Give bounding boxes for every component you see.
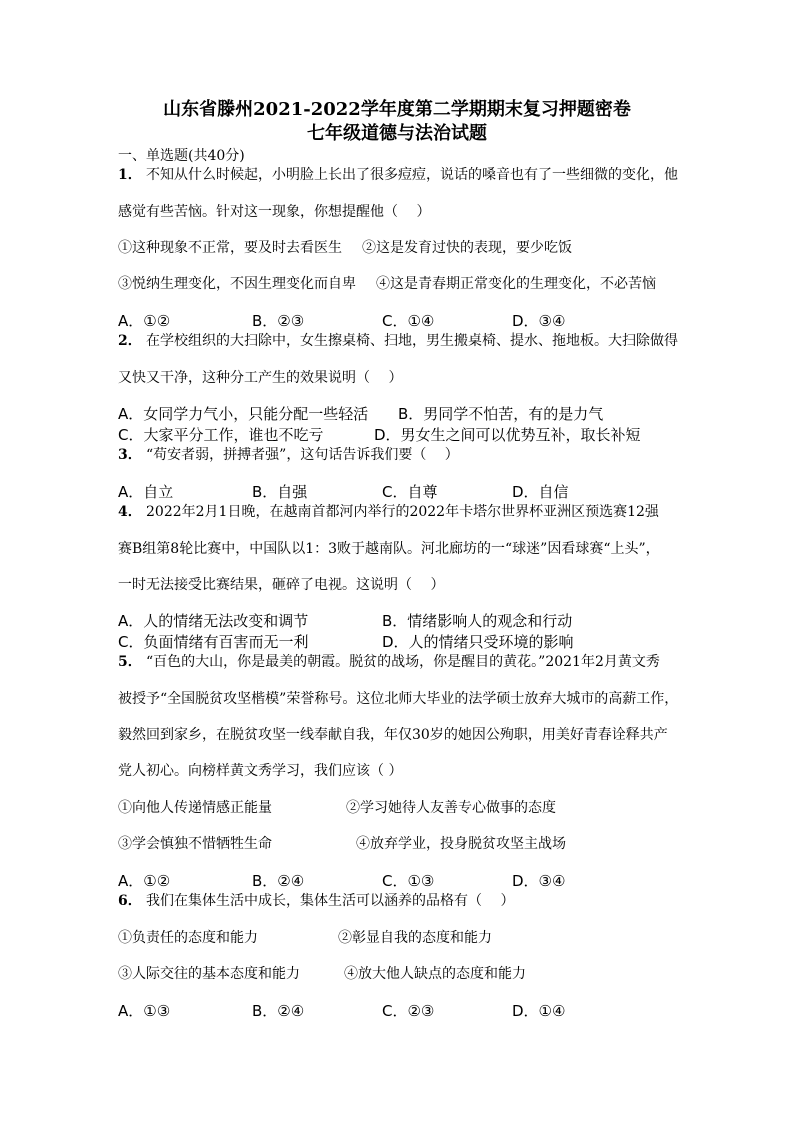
answer-option-a[interactable]: A．自立 [118, 483, 174, 501]
answer-option-b[interactable]: B．②④ [252, 872, 305, 890]
statement-item: ③学会慎独不惜牺牲生命 [118, 836, 272, 852]
statement-item: ③人际交往的基本态度和能力 [118, 966, 300, 982]
answer-option-d[interactable]: D．男女生之间可以优势互补，取长补短 [374, 426, 641, 444]
question-text: 又快又干净，这种分工产生的效果说明（ ） [118, 370, 403, 386]
answer-option-a[interactable]: A．女同学力气小，只能分配一些轻活 [118, 405, 369, 423]
question-number: 3． [118, 447, 142, 463]
answer-option-b[interactable]: B．自强 [252, 483, 308, 501]
question-text: 毅然回到家乡，在脱贫攻坚一线奉献自我，年仅30岁的她因公殉职，用美好青春诠释共产 [118, 727, 668, 743]
statement-item: ③悦纳生理变化，不因生理变化而自卑 [118, 276, 356, 292]
answer-option-b[interactable]: B．②④ [252, 1002, 305, 1020]
statement-item: ①向他人传递情感正能量 [118, 800, 272, 816]
exam-title: 山东省滕州2021-2022学年度第二学期期末复习押题密卷 [163, 99, 631, 120]
section-heading: 一、单选题(共40分) [118, 148, 245, 164]
answer-option-d[interactable]: D．③④ [512, 312, 566, 330]
question-text: 一时无法接受比赛结果，砸碎了电视。这说明（ ） [118, 577, 445, 593]
exam-subtitle: 七年级道德与法治试题 [307, 123, 487, 144]
statement-item: ②这是发育过快的表现，要少吃饭 [362, 240, 572, 256]
statement-item: ①负责任的态度和能力 [118, 930, 258, 946]
question-text: “百色的大山，你是最美的朝霞。脱贫的战场，你是醒目的黄花。”2021年2月黄文秀 [146, 654, 660, 670]
answer-option-c[interactable]: C．②③ [382, 1002, 435, 1020]
question-number: 6． [118, 893, 142, 909]
statement-item: ④放弃学业，投身脱贫攻坚主战场 [356, 836, 566, 852]
answer-option-d[interactable]: D．①④ [512, 1002, 566, 1020]
question-text: “苟安者弱，拼搏者强”，这句话告诉我们要（ ） [146, 447, 459, 463]
answer-option-b[interactable]: B．情绪影响人的观念和行动 [382, 612, 573, 630]
answer-option-a[interactable]: A．①③ [118, 1002, 171, 1020]
question-number: 2． [118, 333, 142, 349]
answer-option-b[interactable]: B．②③ [252, 312, 305, 330]
answer-option-c[interactable]: C．①④ [382, 312, 435, 330]
question-text: 感觉有些苦恼。针对这一现象，你想提醒他（ ） [118, 204, 431, 220]
answer-option-c[interactable]: C．①③ [382, 872, 435, 890]
question-text: 被授予“全国脱贫攻坚楷模”荣誉称号。这位北师大毕业的法学硕士放弃大城市的高薪工作， [118, 691, 679, 707]
answer-option-d[interactable]: D．③④ [512, 872, 566, 890]
answer-option-b[interactable]: B．男同学不怕苦，有的是力气 [398, 405, 604, 423]
answer-option-d[interactable]: D．人的情绪只受环境的影响 [382, 633, 574, 651]
answer-option-c[interactable]: C．大家平分工作，谁也不吃亏 [118, 426, 324, 444]
answer-option-d[interactable]: D．自信 [512, 483, 569, 501]
question-text: 党人初心。向榜样黄文秀学习，我们应该（ ） [118, 763, 403, 779]
statement-item: ②彰显自我的态度和能力 [338, 930, 492, 946]
answer-option-c[interactable]: C．自尊 [382, 483, 438, 501]
statement-item: ②学习她待人友善专心做事的态度 [346, 800, 556, 816]
answer-option-a[interactable]: A．①② [118, 872, 171, 890]
statement-item: ④放大他人缺点的态度和能力 [344, 966, 526, 982]
answer-option-c[interactable]: C．负面情绪有百害而无一利 [118, 633, 309, 651]
statement-item: ④这是青春期正常变化的生理变化，不必苦恼 [376, 276, 656, 292]
question-number: 5． [118, 654, 142, 670]
question-text: 不知从什么时候起，小明脸上长出了很多痘痘，说话的嗓音也有了一些细微的变化，他 [146, 167, 678, 183]
question-number: 1． [118, 167, 142, 183]
answer-option-a[interactable]: A．①② [118, 312, 171, 330]
question-text: 赛B组第8轮比赛中，中国队以1：3败于越南队。河北廊坊的一“球迷”因看球赛“上头”， [118, 541, 660, 557]
question-text: 2022年2月1日晚，在越南首都河内举行的2022年卡塔尔世界杯亚洲区预选赛12强 [146, 504, 659, 520]
question-text: 我们在集体生活中成长，集体生活可以涵养的品格有（ ） [146, 893, 515, 909]
answer-option-a[interactable]: A．人的情绪无法改变和调节 [118, 612, 309, 630]
statement-item: ①这种现象不正常，要及时去看医生 [118, 240, 342, 256]
question-number: 4． [118, 504, 142, 520]
question-text: 在学校组织的大扫除中，女生擦桌椅、扫地，男生搬桌椅、提水、拖地板。大扫除做得 [146, 333, 678, 349]
